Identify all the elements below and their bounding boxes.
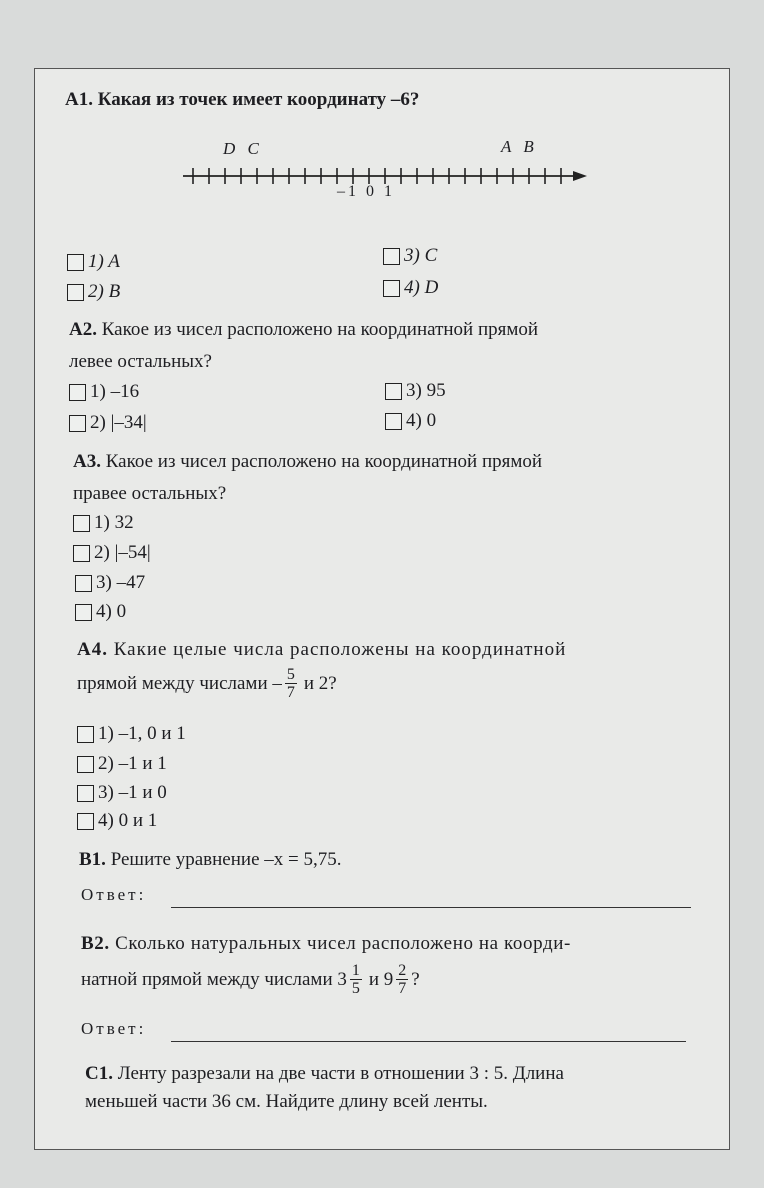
option-label: 4) 0 и 1 bbox=[98, 810, 158, 831]
fraction-5-7 bbox=[285, 666, 297, 701]
question-text: Сколько натуральных чисел расположено на коорди- bbox=[115, 933, 571, 954]
question-a3-line2: правее остальных? bbox=[73, 483, 227, 504]
option-label: 2) |–54| bbox=[94, 542, 151, 563]
a3-option-4[interactable] bbox=[75, 601, 126, 623]
question-text: и 9 bbox=[368, 968, 394, 990]
question-number: С1. bbox=[85, 1063, 113, 1084]
question-c1 bbox=[85, 1063, 564, 1085]
checkbox[interactable] bbox=[383, 280, 400, 297]
answer-line-b1[interactable] bbox=[171, 907, 691, 908]
option-label: 2) |–34| bbox=[90, 412, 147, 433]
checkbox[interactable] bbox=[385, 413, 402, 430]
question-text: прямой между числами – bbox=[77, 672, 282, 694]
question-text: ? bbox=[411, 968, 420, 990]
a4-option-1[interactable] bbox=[77, 723, 186, 745]
checkbox[interactable] bbox=[73, 545, 90, 562]
option-label: 4) D bbox=[404, 277, 439, 298]
checkbox[interactable] bbox=[73, 515, 90, 532]
numerator: 2 bbox=[398, 962, 407, 979]
option-label: 2) –1 и 1 bbox=[98, 753, 167, 774]
question-text: Решите уравнение –x = 5,75. bbox=[110, 849, 342, 870]
denominator: 7 bbox=[398, 980, 407, 997]
question-number: А2. bbox=[69, 319, 97, 340]
a2-option-4[interactable] bbox=[385, 410, 436, 432]
checkbox[interactable] bbox=[383, 248, 400, 265]
question-number: А3. bbox=[73, 451, 101, 472]
question-number: В1. bbox=[79, 849, 106, 870]
option-label: 3) C bbox=[404, 245, 438, 266]
answer-label-b2: Ответ: bbox=[81, 1019, 147, 1038]
option-label: 2) B bbox=[88, 281, 121, 302]
worksheet bbox=[34, 68, 730, 1150]
denominator: 5 bbox=[351, 980, 360, 997]
axis-tick-labels: –1 0 1 bbox=[337, 183, 395, 200]
checkbox[interactable] bbox=[75, 604, 92, 621]
option-label: 1) –1, 0 и 1 bbox=[98, 723, 186, 744]
option-label: 1) 32 bbox=[94, 512, 134, 533]
checkbox[interactable] bbox=[67, 254, 84, 271]
numerator: 1 bbox=[351, 962, 360, 979]
question-text: Какое из чисел расположено на координатной прямой bbox=[101, 319, 539, 340]
a3-option-3[interactable] bbox=[75, 572, 145, 594]
a2-option-1[interactable] bbox=[69, 381, 139, 403]
question-number: А1. bbox=[65, 89, 93, 110]
option-label: 1) –16 bbox=[90, 381, 140, 402]
checkbox[interactable] bbox=[69, 415, 86, 432]
a3-option-2[interactable] bbox=[73, 542, 151, 564]
a1-option-4[interactable] bbox=[383, 277, 438, 299]
checkbox[interactable] bbox=[77, 756, 94, 773]
question-a4-line2 bbox=[77, 666, 337, 701]
checkbox[interactable] bbox=[67, 284, 84, 301]
a2-option-2[interactable] bbox=[69, 412, 147, 434]
checkbox[interactable] bbox=[77, 813, 94, 830]
number-line bbox=[175, 137, 595, 207]
question-a3 bbox=[73, 451, 542, 473]
question-a1 bbox=[65, 89, 419, 111]
a1-option-3[interactable] bbox=[383, 245, 437, 267]
a1-option-2[interactable] bbox=[67, 281, 120, 303]
question-a2-line2: левее остальных? bbox=[69, 351, 212, 372]
a4-option-2[interactable] bbox=[77, 753, 167, 775]
option-label: 3) –1 и 0 bbox=[98, 782, 167, 803]
checkbox[interactable] bbox=[75, 575, 92, 592]
question-a4 bbox=[77, 639, 566, 661]
question-b1 bbox=[79, 849, 341, 871]
fraction-1-5 bbox=[350, 962, 362, 997]
a4-option-3[interactable] bbox=[77, 782, 167, 804]
point-labels-dc: D C bbox=[223, 139, 263, 158]
checkbox[interactable] bbox=[385, 383, 402, 400]
question-number: А4. bbox=[77, 639, 108, 660]
option-label: 4) 0 bbox=[406, 410, 437, 431]
question-text: Какое из чисел расположено на координатной прямой bbox=[105, 451, 543, 472]
a4-option-4[interactable] bbox=[77, 810, 157, 832]
question-text: Какие целые числа расположены на координатной bbox=[113, 639, 567, 660]
option-label: 3) 95 bbox=[406, 380, 446, 401]
question-text: натной прямой между числами 3 bbox=[81, 968, 347, 990]
a1-option-1[interactable] bbox=[67, 251, 120, 273]
question-text: Ленту разрезали на две части в отношении 3 : 5. Длина bbox=[117, 1063, 564, 1084]
answer-label-b1: Ответ: bbox=[81, 885, 147, 904]
fraction-2-7 bbox=[396, 962, 408, 997]
question-text: и 2? bbox=[303, 672, 337, 694]
denominator: 7 bbox=[286, 684, 295, 701]
question-c1-line2: меньшей части 36 см. Найдите длину всей ленты. bbox=[85, 1091, 488, 1112]
numerator: 5 bbox=[286, 666, 295, 683]
answer-line-b2[interactable] bbox=[171, 1041, 686, 1042]
question-b2 bbox=[81, 933, 571, 955]
checkbox[interactable] bbox=[77, 785, 94, 802]
question-number: В2. bbox=[81, 933, 110, 954]
checkbox[interactable] bbox=[69, 384, 86, 401]
option-label: 3) –47 bbox=[96, 572, 146, 593]
point-labels-ab: A B bbox=[501, 137, 538, 156]
question-text: Какая из точек имеет координату –6? bbox=[97, 89, 420, 110]
a3-option-1[interactable] bbox=[73, 512, 134, 534]
option-label: 4) 0 bbox=[96, 601, 127, 622]
question-a2 bbox=[69, 319, 538, 341]
checkbox[interactable] bbox=[77, 726, 94, 743]
option-label: 1) A bbox=[88, 251, 120, 272]
a2-option-3[interactable] bbox=[385, 380, 446, 402]
arrow-icon bbox=[573, 171, 587, 181]
question-b2-line2 bbox=[81, 962, 420, 997]
